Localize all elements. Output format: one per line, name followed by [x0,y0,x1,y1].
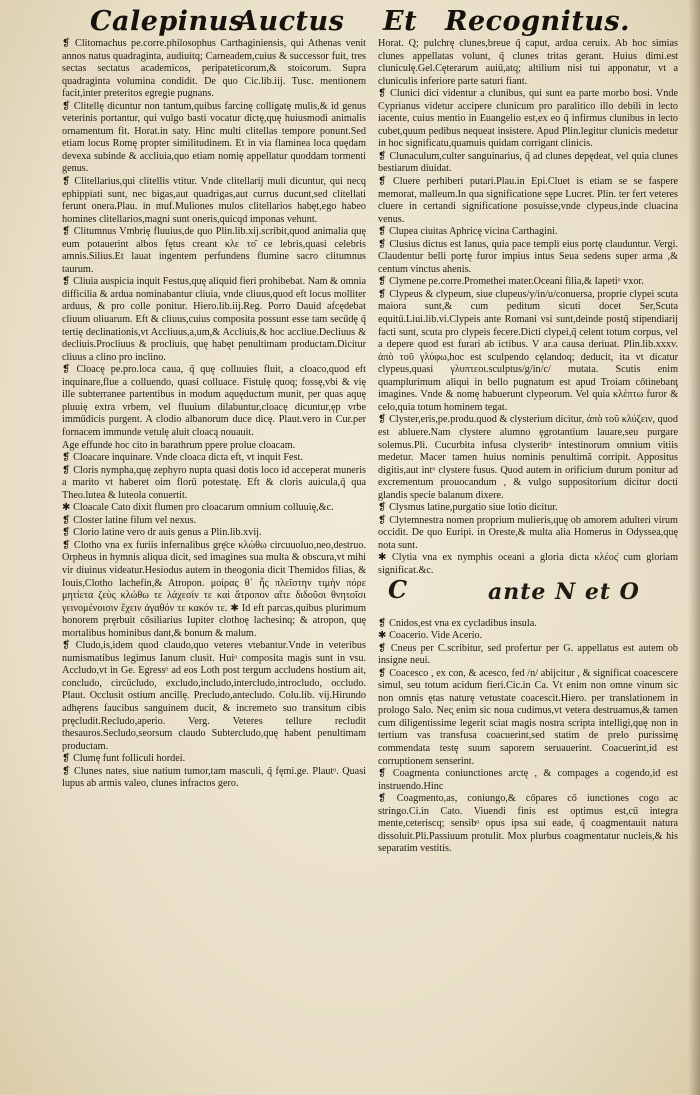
dictionary-entry: ❡ Clypeus & clypeum, siue clupeus/y/in/u/conuersa, proprie clypei scuta maiora sunt,& cum peditum sicuti docet Ser,Scuta equitű.Liui.lib.vi.Clypeis ante Romani vsi sunt,deinde postq̃ stipendiarij facti sunt, scuta pro clypeis fecere.Dicti clypei,q̃ celent totum corpus, vel a depere quod est furari ab ictibus. V ar.a causa deriuat. Plin.lib.xxxv. ἀπὸ τοῦ γλύφω,hoc est sculpendo cęlandoq; deducit, ita vt dicatur clypeus,quasi γλυπτεοι.sculptus/g/in/c/ mutata. Scutis enim quamplurimum aliqui in bello pugnatum est apud Troiam cőtinebanţ imagines. Vnde & nomę habuerunt clypeorum. Vel quia κλέπτω furor & celo,quia totum hominem tegat. [378,288,678,413]
dictionary-entry: ❡ Cnidos,est vna ex cycladibus insula. [378,617,537,629]
dictionary-entry: ✱ Cloacale Cato dixit flumen pro cloacarum omnium colluuię,&c. [62,502,334,514]
page-edge-shadow [688,0,700,1095]
dictionary-entry: ❡ Clorio latine vero dr auis genus a Plin.lib.xvij. [62,527,262,539]
dictionary-entry: ❡ Coagmento,as, coniungo,& cőpares cő iunctiones cogo ac stringo.Ci.in Cato. Viuendi finis est optimus est,cű integra mente,ceteriscq; sensibᵒ opus ipsa sui eade, q̃ coagmentauit natura dissoluit.Pli.Passiuum protulit. Mox plurbus coagmentatur nucleis,& his separatim vestitis. [378,793,678,855]
section-heading [378,574,678,612]
dictionary-entry: Age effunde hoc cito in barathrum ppere prolue cloacam. [62,439,296,451]
dictionary-entry: ❡ Coagmenta coniunctiones arctę , & compages a cogendo,id est instruendo.Hinc [378,768,678,792]
dictionary-entry: ❡ Cluere perhiberi putari.Plau.in Epi.Cluet is etiam se se faspere memorat, malleum.In qua significatione sępe Lucret. Plin. ter fert veteres cluere in certandi significatione posuisse,vnde clypeus,inde cluacina venus. [378,176,678,225]
dictionary-entry: ❡ Clymene pe.corre.Promethei mater.Oceani filia,& Iapetiᵒ vxor. [378,276,644,288]
dictionary-entry: ❡ Clupea ciuitas Aphricę vicina Carthagini. [378,226,558,238]
section-heading-initial: C [388,574,408,604]
dictionary-entry: ❡ Clotho vna ex furiis infernalibus grę̈ce κλώθω circuuoluo,neo,destruo. Orpheus in hymnis aliqua dicit, sed imagines sua multa & obscura,vt mihi vir diuinus videatur.Hesiodus autem in theogonia dicit Themidos filias, & Iouis,Clotho lachefin,& Atropon. μοίρας θ᾽ ἧς πλεῖστην τιμὴν πόρε μητίετα ζεὺς κλώθω τε λάχεσίν τε καὶ ἄτροπον αἵτε διδοῦσι θνητοῖσι γεινομένοισιν ἔχειν ἀγαθόν τε κακόν τε. ✱ Id eft parcas,quibus plurimum honorem pręrbuit cősiliarius Iupiter clothoę lachesinq; & atropon, quę mortalibus hominibus dant,& bonum & malum. [62,539,366,639]
dictionary-entry: ✱ Coacerio. Vide Acerio. [378,630,483,642]
dictionary-entry: ❡ Clysmus latine,purgatio siue lotio dicitur. [378,502,558,514]
dictionary-entry: ❡ Clitomachus pe.corre.philosophus Carthaginiensis, qui Athenas venit annos natus quadraginta, audiuitq; Carneadem,cuius & successor fuit, tres sectas sectatus academicos, peripateticorum,& stoicorum. Supra quadraginta volumina condidit. De quo Cic.lib.iij. Tusc. mentionem facit,inter preteritos egregie pugnans. [62,38,366,100]
dictionary-entry: ❡ Clunaculum,culter sanguinarius, q̃ ad clunes depędeat, vel quia clunes bestiarum diuidat. [378,150,678,175]
dictionary-entry: ✱ Clytia vna ex nymphis oceani a gloria dicta κλέος̇ cum gloriam significat.&c. [378,552,678,576]
dictionary-entry: ❡ Cloacare inquinare. Vnde cloaca dicta eft, vt inquit Fest. [62,452,303,464]
dictionary-entry: ❡ Cneus per C.scribitur, sed profertur per G. appellatus est autem ob insigne neui. [378,642,678,667]
section-heading-text: ante N et O [488,578,640,605]
dictionary-entry: Horat. Q; pulchrę clunes,breue q̃ caput, ardua ceruix. Ab hoc simias clunes appellatas volunt, q̃ clunes tritas gerant. Huius dimi.est cluniculę.Gel.Cęterarum auiű,atq; altilium nisi tui apponatur, vt a cluniculis inferiore parte saturi fiant. [378,38,678,87]
dictionary-entry: ❡ Clitellarius,qui clitellis vtitur. Vnde clitellarij muli dicuntur, qui necq ephippiati sunt, nec bigas,aut quadrigas,aut currus ducunt,sed clitellati ferunt onera.Plau. in muf.Muliones mulos clitellarios habęt,ego habeo homines clitellarios,magni sunt oneris,quicqd imponas vehunt. [62,176,366,225]
dictionary-entry: ❡ Cliuia auspicia inquit Festus,quę aliquid fieri prohibebat. Nam & omnia difficilia & ardua nominabantur cliuia, vnde cliuus,quod eft locus molliter arduus, & pro colle ponitur. Hiero.lib.iij.Reg. Porro Dauid afcędebat cliuum oliuarum. Eft & cliuus,cuius composita possunt esse tam secűdę q̃ tertię declinationis,vt Accliuus,a,um,& Accliuis,& hoc accliue.Decliuus & decliuis.Procliuus & procliuis, quę habęt penultimam productam.Dicitur cliuus a clino pro inclino. [62,276,366,363]
dictionary-entry: ❡ Clusius dictus est Ianus, quia pace templi eius portę clauduntur. Vergi. Claudentur belli portę furor impius intus Seua sedens super arma ,& centum vinctus ahenis. [378,238,678,275]
right-column [378,38,678,856]
running-head-word: Recognitus. [445,6,631,37]
running-head-word: Et [383,6,418,37]
dictionary-entry: ❡ Clytemnestra nomen proprium mulieris,quę ob amorem adulteri virum occidit. De quo Euripi. in Oreste,& multa alia Homerus in Odyssea,quę nota sunt. [378,514,678,551]
dictionary-entry: ❡ Cloris nympha,quę zephyro nupta quasi dotis loco id acceperat muneris a marito vt haberet oim florű potestatę. Eft & cloris auicula,q̃ qua Theo.lutea & luteola conuertit. [62,464,366,501]
dictionary-entry: ❡ Clunes nates, siue natium tumor,tam masculi, q̃ fęmi.ge. Plautᵒ. Quasi lupus ab armis valeo, clunes infractos gero. [62,765,366,790]
running-head-word: Auctus [237,6,345,37]
dictionary-entry: ❡ Clitellę dicuntur non tantum,quibus farcinę colligatę mulis,& id genus veterinis portantur, qui vulgo basti vocatur dictę,quę huiusmodi animalis ornamentum fit. Horat.in saty. Hinc multi clitellas tempore ponunt.Sed etiam locus Romę propter similitudinem. Et in via flaminea loca quędam devexa subinde & accliuia,quo etiam nomię appellatur quoddam tormenti genus. [62,100,366,175]
dictionary-entry: ❡ Cloacę pe.pro.loca caua, q̃ quę colluuies fluit, a cloaco,quod eft inquinare,flue a colluendo, quasi colluace. Fistulę quoq; fossę,vbi & vię ille subterranee partentibus in modum aquęductum munit, per quas aquę pluuię extra vrbem, vel fluuium dilabuntur,cloacę dicuntur,ęp vrbe imműdicis purgent. A clodio albanorum duce dicę. Plaut.vero in Cur.per fornacem immunde vetulę aluit cloacą nouauit. [62,364,366,438]
dictionary-entry: ❡ Coacesco , ex con, & acesco, fed /n/ abijcitur , & significat coacescere simul, seu totum acidum fieri.Cic.in Ca. Vt enim non omne vinum sic non omnis ętas naturę vetustate coacescit.Hiero. per translationem in prologo Salo. Nec̨ enim sic noua cudimus,vt vetera destruamus,& tamen cum diligentissime legerit sciat magis nostra scripta intelligi,quę non in tertium vas transfusa coacuerint,sed statim de prelo purissimę commendata testę suum saporem seruauerint. Coacuerint,id est corruptionem senserint. [378,667,678,767]
dictionary-entry: ❡ Clumę funt folliculi hordei. [62,753,186,765]
dictionary-entry: ❡ Cludo,is,idem quod claudo,quo veteres vtebantur.Vnde in veteribus numismatibus legimus Ianum clusit. Huiᵒ composita magis sunt in vsu. Accludo,vt in Ge. Egressᵒ ad eos Loth post tergum accludens hostium ait, concludo, circűcludo, excludo,includo,intercludo,introcludo, occludo. Plaut. Occlusit ostium ancillę. Precludo,antecludo. Colu.lib. vij.Hirundo adhęrens faucibus sanguinem ducit, & incremeto suo transitum cibis pręcludit.Recludo,aperio. Verg. Veteres tellure recludit thesauros.Secludo,seorsum claudo Subtercludo,quę habent penultimam productam. [62,640,366,752]
running-head-word: Calepinus [90,6,245,37]
left-column [62,38,366,791]
dictionary-entry: ❡ Clyster,eris,pe.produ.quod & clysterium dicitur, ἀπὸ τοῦ κλύζειν, quod est abluere.Nam clystere alumno ęgrotantium lauare,seu purgare solemus.Pli. Cucurbita infusa clysteribᵒ intestinorum omnium vitiis medetur. Macer tamen huius nominis penultimã corripit. Appositus digitis,aut intᵒ clystere fusus. Quod autem in orificium durum ponitur ad excrementum prouocandum , & vulgo suppositorium dicitur docti glandis specie balanum dixere. [378,414,678,501]
dictionary-entry: ❡ Closter latine filum vel nexus. [62,514,197,526]
dictionary-entry: ❡ Clunici dici videntur a clunibus, qui sunt ea parte morbo bosi. Vnde Cyprianus videtur accipere clunicum pro paralitico illo debili in lecto iacente, cuius mentio in Euangelio est,ex eo q̃ infirmus clunibus in lecto cubet,quum pedibus nequeat insistere. Apud Plin.legitur clunicis medetur in hoc significatu,quamuis quidam corrigant clinicis. [378,88,678,150]
dictionary-entry: ❡ Clitumnus Vmbrię fluuius,de quo Plin.lib.xij.scribit,quod animalia quę eum potauerint albos fętus creant κλε το͂ ce lebris,quasi celebris amnis.Silius.Et lauat ingentem perfundens flumine sacro clitumnus taurum. [62,226,366,275]
